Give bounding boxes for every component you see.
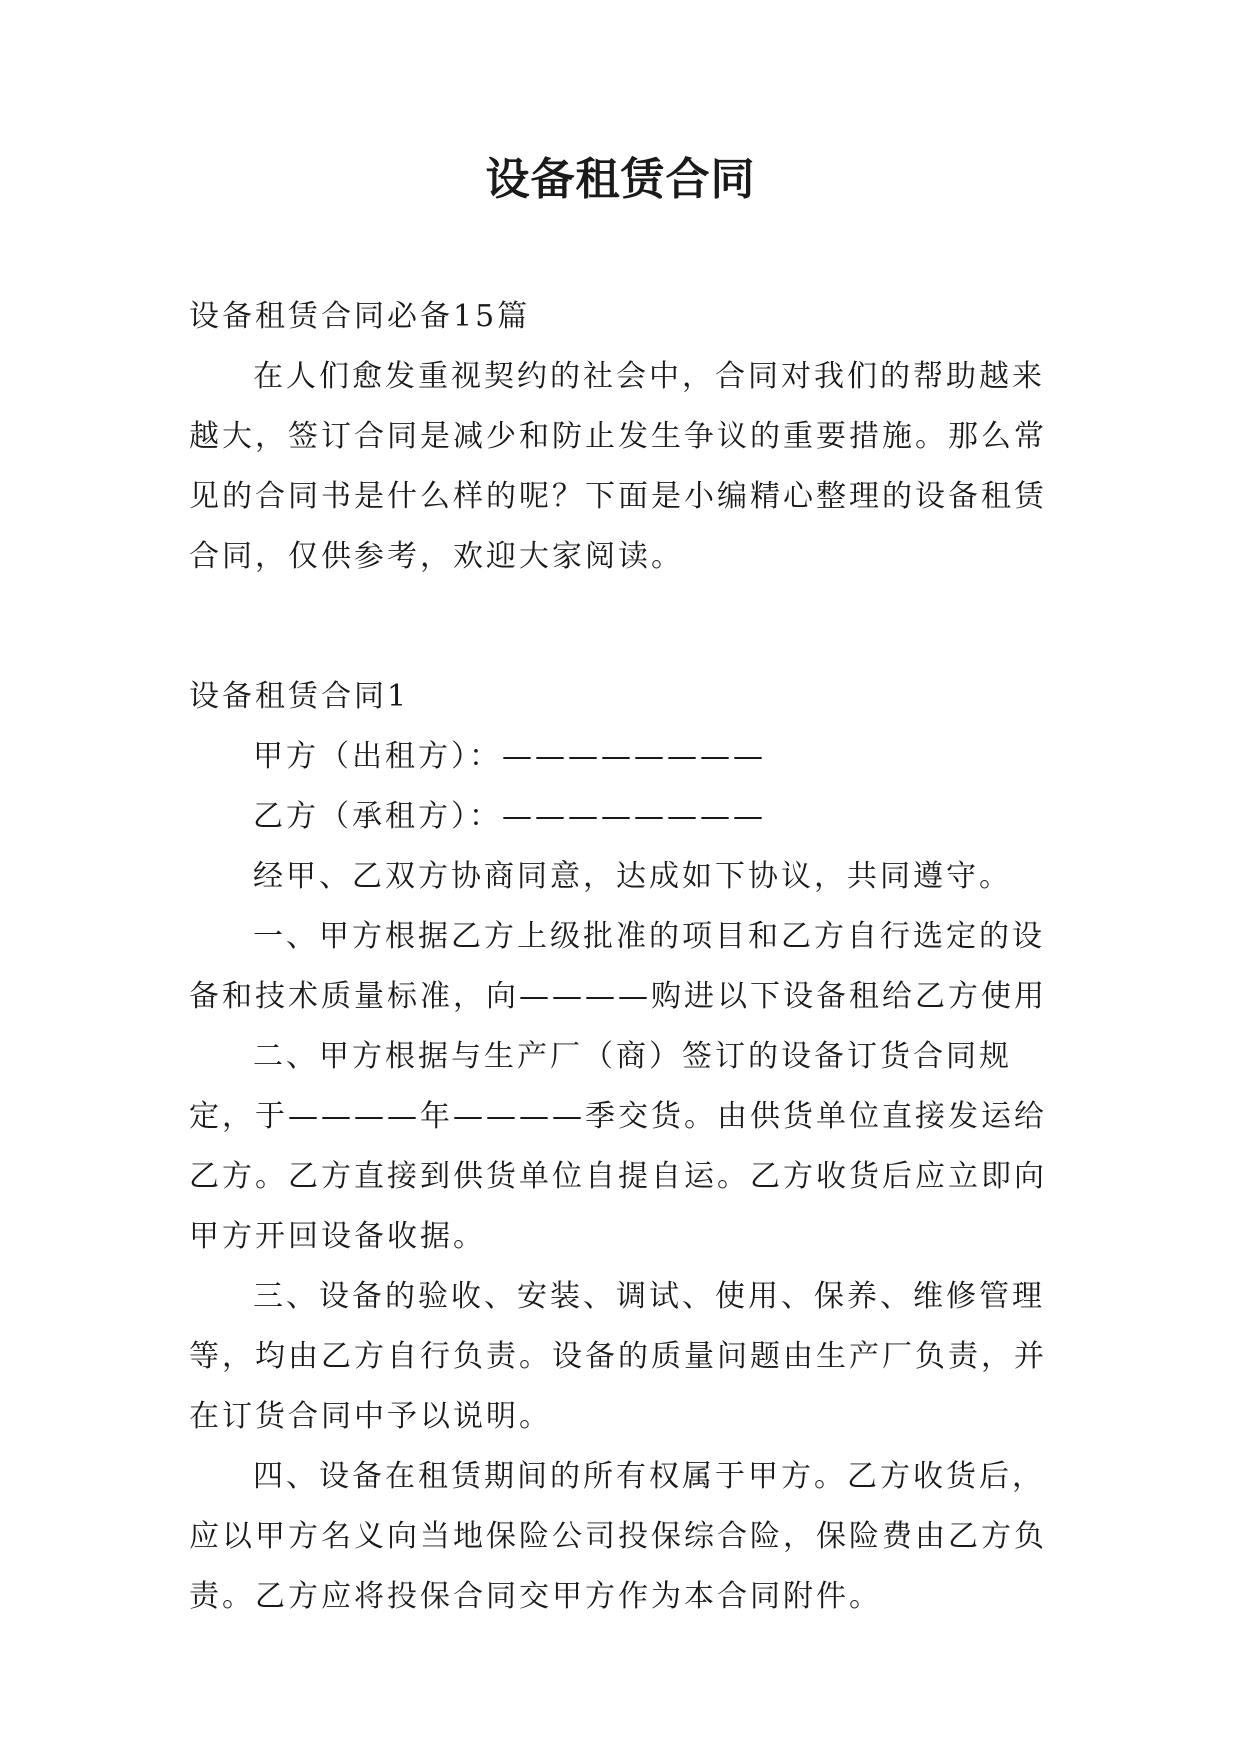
- document-title: 设备租赁合同: [485, 154, 756, 205]
- document-body: [189, 287, 1051, 1627]
- clause-3-paragraph: 三、设备的验收、安装、调试、使用、保养、维修管理等，均由乙方自行负责。设备的质量问题由生产厂负责，并在订货合同中予以说明。: [189, 1279, 1047, 1434]
- party-a-line: 甲方（出租方）：————————: [253, 739, 766, 774]
- clause-2-paragraph: 二、甲方根据与生产厂（商）签订的设备订货合同规定，于————年————季交货。由供货单位直接发运给乙方。乙方直接到供货单位自提自运。乙方收货后应立即向甲方开回设备收据。: [189, 1039, 1047, 1254]
- clause-1-paragraph: 一、甲方根据乙方上级批准的项目和乙方自行选定的设备和技术质量标准，向————购进以下设备租给乙方使用: [189, 919, 1047, 1014]
- party-b-line: 乙方（承租方）：————————: [253, 799, 766, 834]
- intro-paragraph: 在人们愈发重视契约的社会中，合同对我们的帮助越来越大，签订合同是减少和防止发生争议的重要措施。那么常见的合同书是什么样的呢？下面是小编精心整理的设备租赁合同，仅供参考，欢迎大家阅读。: [189, 359, 1047, 574]
- section-heading: 设备租赁合同1: [189, 679, 410, 714]
- agreement-paragraph: 经甲、乙双方协商同意，达成如下协议，共同遵守。: [253, 859, 1012, 894]
- clause-4-paragraph: 四、设备在租赁期间的所有权属于甲方。乙方收货后，应以甲方名义向当地保险公司投保综合险，保险费由乙方负责。乙方应将投保合同交甲方作为本合同附件。: [189, 1459, 1047, 1614]
- section-spacer: [189, 587, 1051, 667]
- document-subtitle: 设备租赁合同必备15篇: [189, 299, 531, 334]
